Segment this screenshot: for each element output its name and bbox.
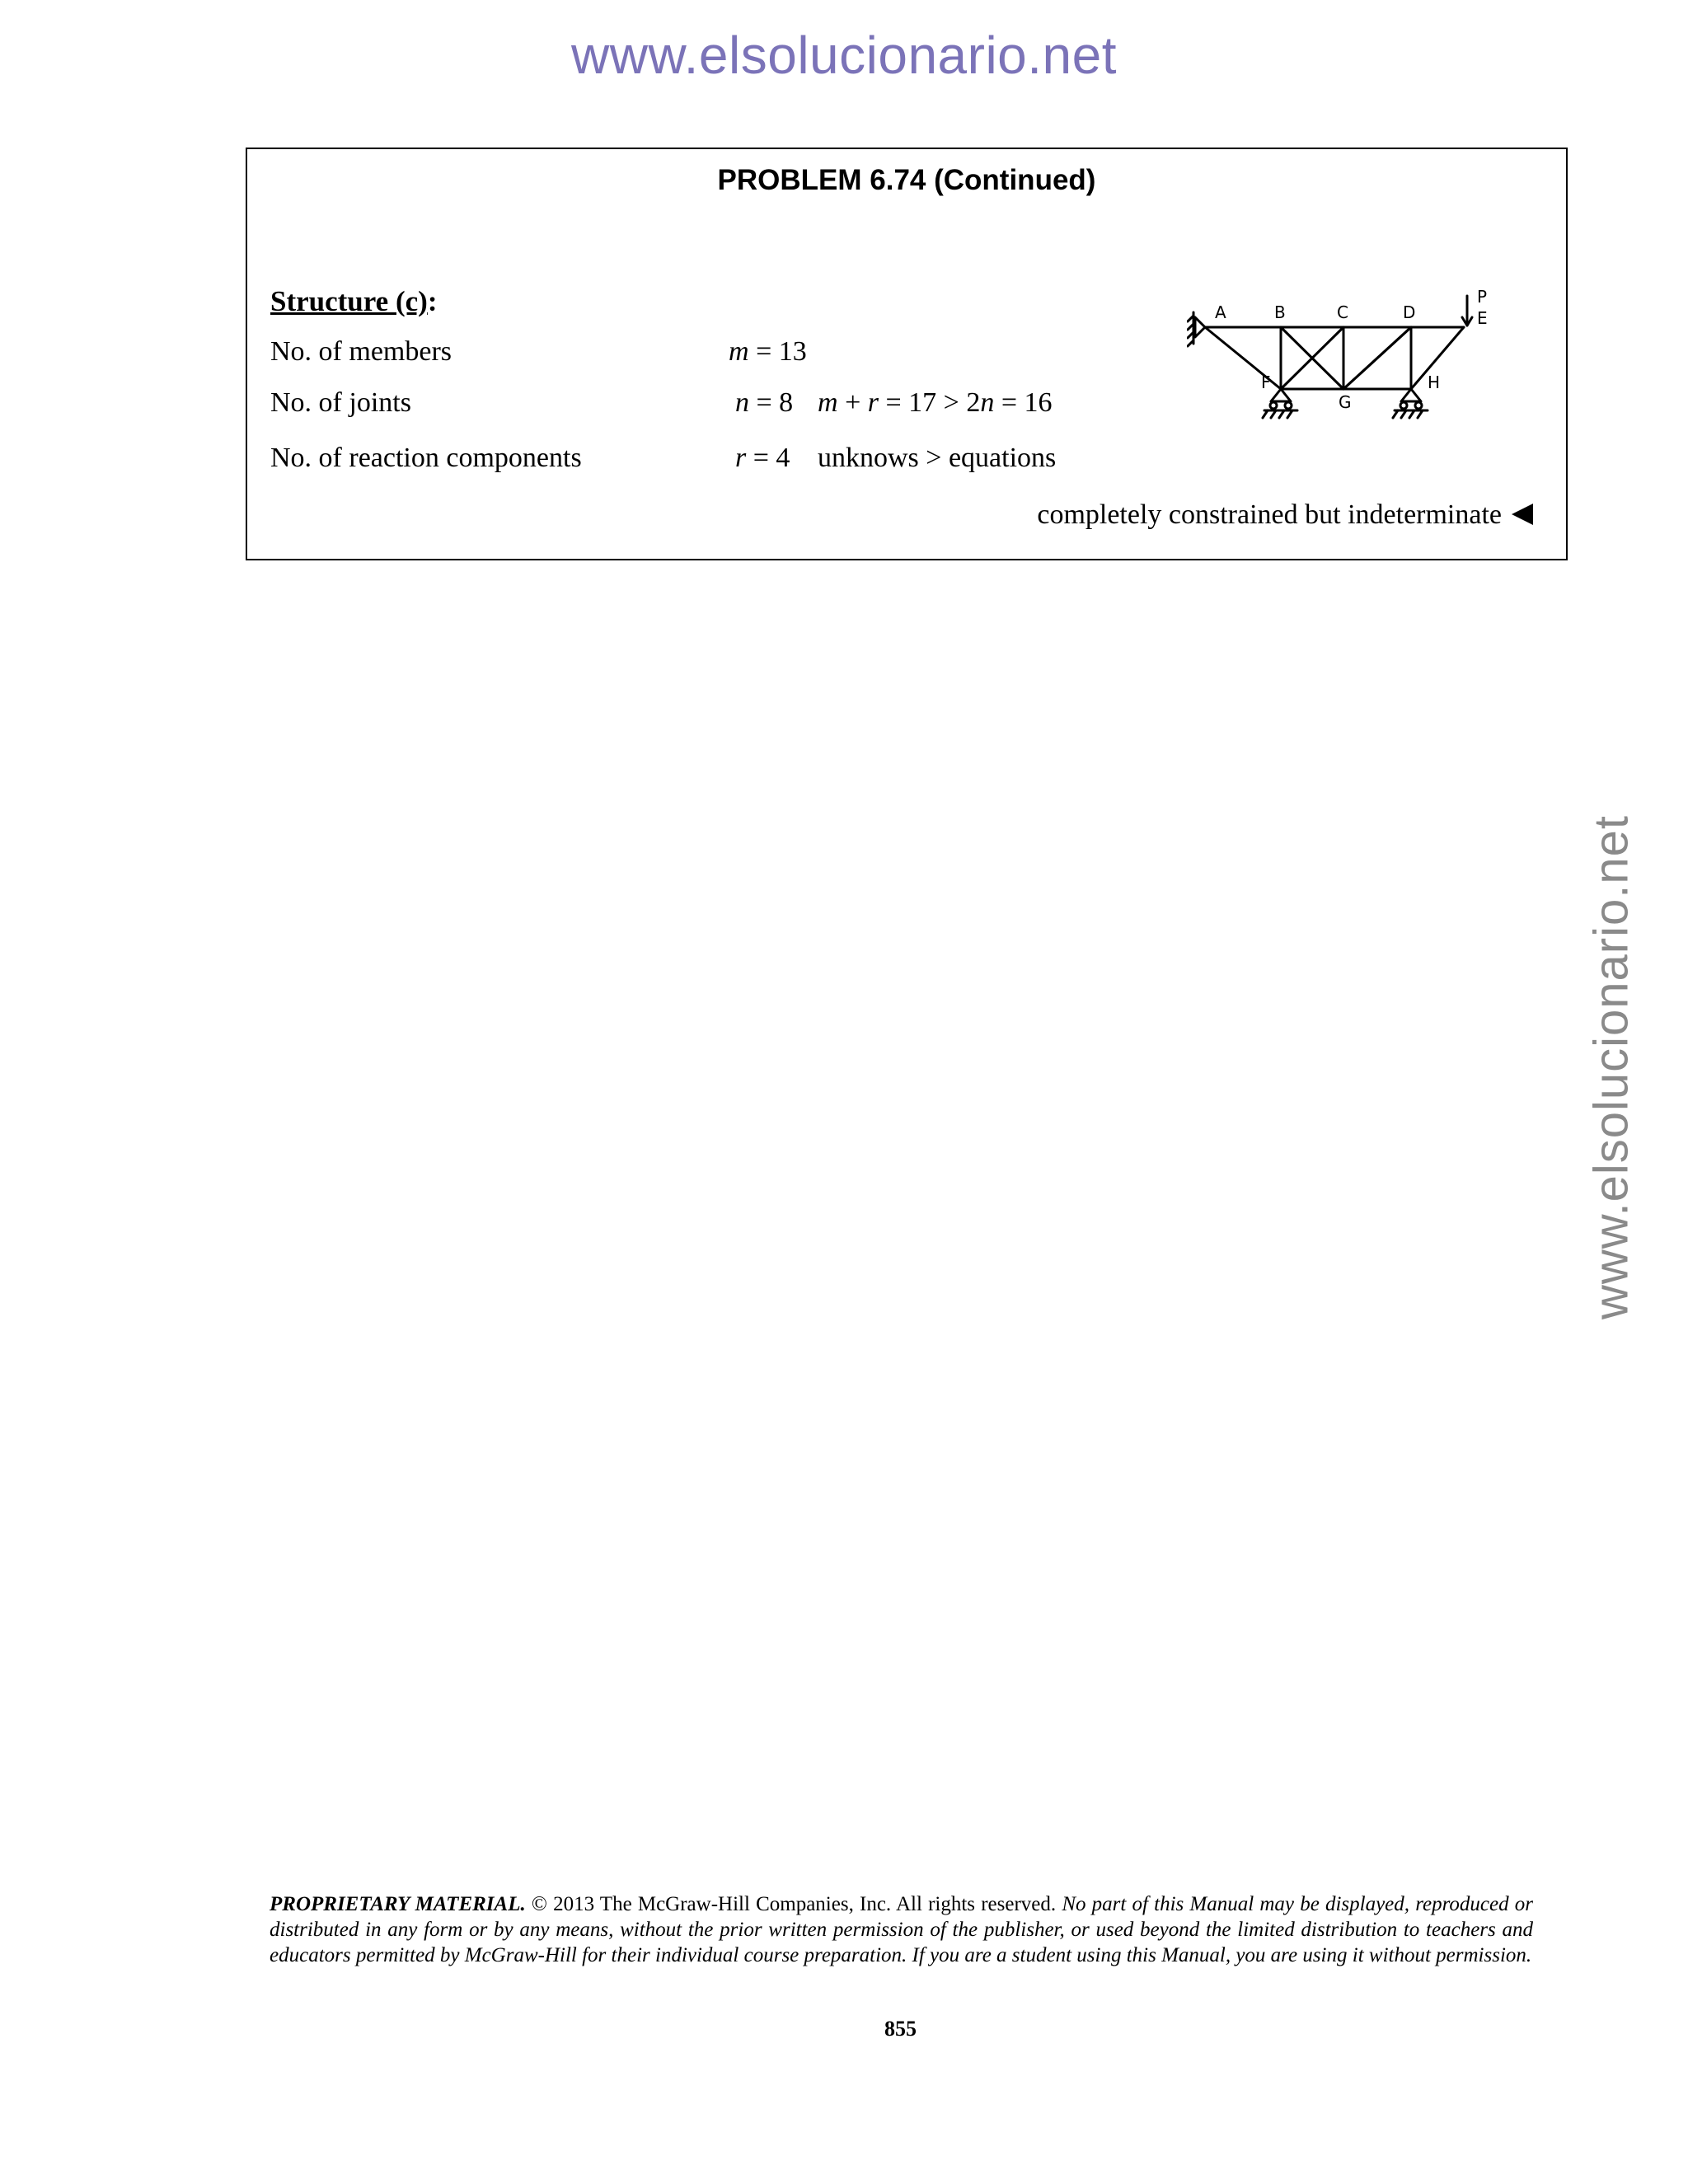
members-value: = 13 <box>756 336 807 367</box>
notice-body: No part of this Manual may be displayed, reproduced or distributed in any form or by any means, without the prior written permission of the publisher, or used beyond the limited distribution to teachers and educators permitted by McGraw-Hill for their individual course preparation. If you are a student using this Manual, you are using it without permission. <box>270 1893 1533 1966</box>
joint-label-g: G <box>1339 392 1352 412</box>
members-equation <box>729 336 807 368</box>
conclusion-text: completely constrained but indeterminate <box>1037 499 1502 530</box>
problem-title: PROBLEM 6.74 (Continued) <box>717 164 1096 196</box>
reactions-label: No. of reaction components <box>270 443 582 473</box>
joint-label-a: A <box>1215 302 1226 322</box>
eq-op-compare: = 17 > 2 <box>878 387 981 418</box>
eq-n: n <box>980 387 995 418</box>
truss-diagram <box>1187 284 1533 433</box>
conclusion <box>1037 499 1533 531</box>
joint-label-b: B <box>1274 302 1286 322</box>
pin-support-a-icon <box>1188 312 1205 346</box>
joint-label-c: C <box>1337 302 1348 322</box>
joints-label: No. of joints <box>270 387 411 418</box>
determinacy-equation <box>818 387 1053 419</box>
eq-m: m <box>818 387 838 418</box>
joint-label-e: E <box>1477 308 1488 328</box>
reactions-value: = 4 <box>753 443 790 473</box>
load-label-p: P <box>1477 287 1488 307</box>
eq-op-plus: + <box>837 387 868 418</box>
members-label: No. of members <box>270 336 452 367</box>
watermark-top: www.elsolucionario.net <box>571 26 1117 85</box>
joints-var: n <box>735 387 749 418</box>
joint-label-d: D <box>1403 302 1416 322</box>
joints-equation <box>735 387 793 419</box>
page-number: 855 <box>884 2017 917 2041</box>
joint-label-h: H <box>1428 373 1441 392</box>
roller-support-h-icon <box>1393 389 1428 418</box>
unknowns-note: unknows > equations <box>818 443 1057 473</box>
structure-heading-colon: : <box>427 285 438 317</box>
notice-copyright: © 2013 The McGraw-Hill Companies, Inc. All rights reserved. <box>525 1893 1062 1915</box>
member-gd <box>1343 327 1411 389</box>
answer-marker-icon <box>1512 504 1533 525</box>
reactions-var: r <box>735 443 747 473</box>
members-var: m <box>729 336 749 367</box>
joints-value: = 8 <box>756 387 794 418</box>
eq-r: r <box>867 387 879 418</box>
roller-support-f-icon <box>1263 389 1297 418</box>
structure-heading <box>270 285 437 318</box>
joint-label-f: F <box>1261 373 1271 392</box>
load-arrow-icon <box>1462 296 1472 326</box>
reactions-equation <box>735 443 790 474</box>
proprietary-notice <box>270 1891 1533 1968</box>
eq-op-result: = 16 <box>994 387 1053 418</box>
watermark-side: www.elsolucionario.net <box>1584 815 1639 1319</box>
notice-lead: PROPRIETARY MATERIAL. <box>270 1893 526 1915</box>
structure-heading-text: Structure (c) <box>270 285 428 317</box>
